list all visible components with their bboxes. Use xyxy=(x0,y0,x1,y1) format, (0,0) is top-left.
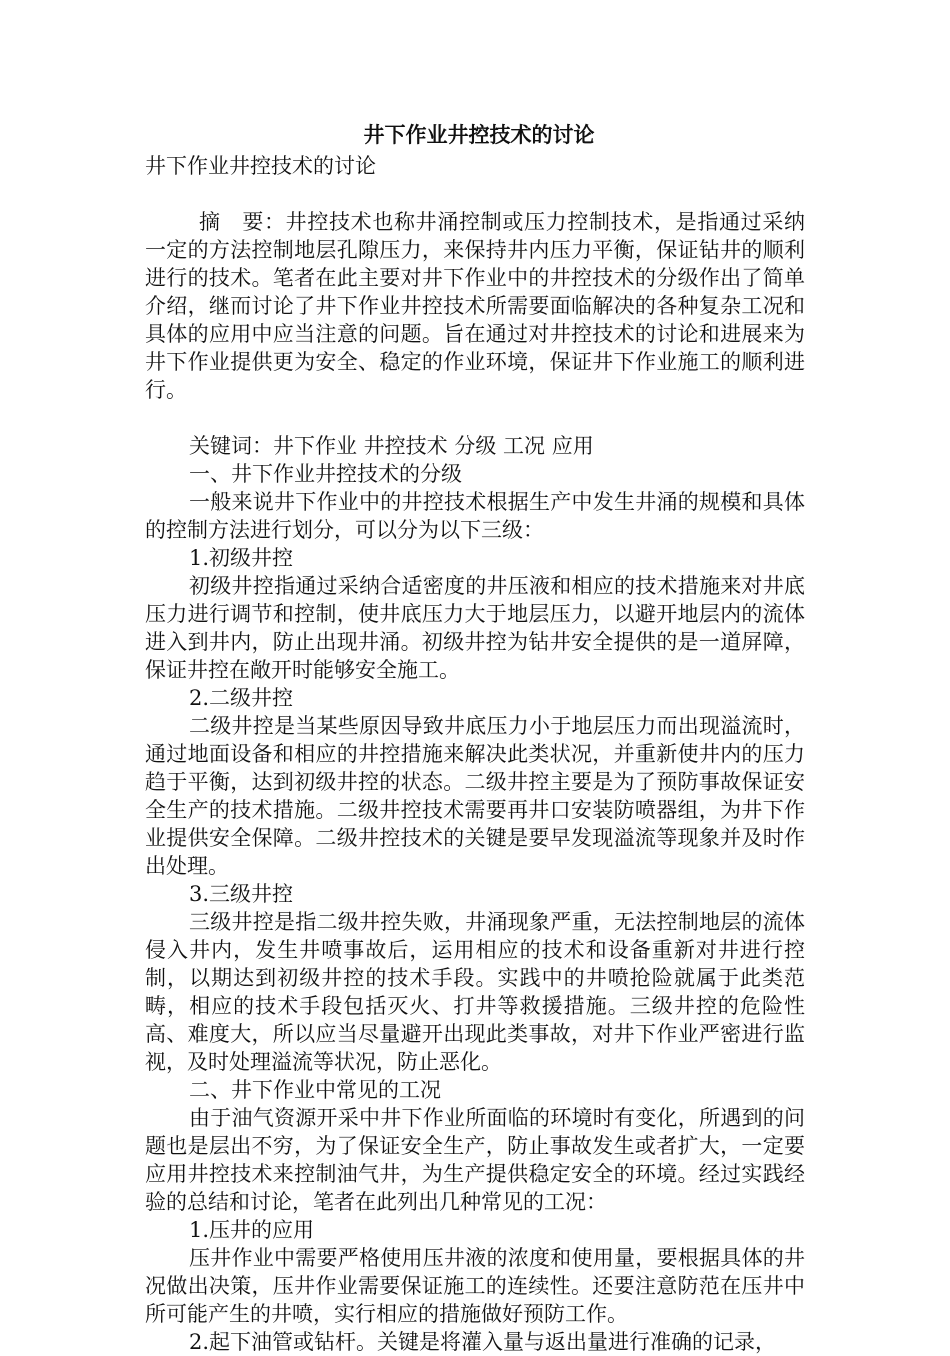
spacer xyxy=(145,404,805,432)
level-2-paragraph: 二级井控是当某些原因导致井底压力小于地层压力而出现溢流时，通过地面设备和相应的井控措施来解决此类状况，并重新使井内的压力趋于平衡，达到初级井控的状态。二级井控主要是为了预防事故保证安全生产的技术措施。二级井控技术需要再井口安装防喷器组，为井下作业提供安全保障。二级井控技术的关键是要早发现溢流等现象并及时作出处理。 xyxy=(145,714,805,878)
case-1-paragraph: 压井作业中需要严格使用压井液的浓度和使用量，要根据具体的井况做出决策，压井作业需要保证施工的连续性。还要注意防范在压井中所可能产生的井喷，实行相应的措施做好预防工作。 xyxy=(145,1246,805,1326)
section-2-heading: 二、井下作业中常见的工况 xyxy=(189,1078,441,1102)
spacer xyxy=(145,180,805,208)
level-3-paragraph: 三级井控是指二级井控失败，井涌现象严重，无法控制地层的流体侵入井内，发生井喷事故后，运用相应的技术和设备重新对井进行控制，以期达到初级井控的技术手段。实践中的井喷抢险就属于此类范畴，相应的技术手段包括灭火、打井等救援措施。三级井控的危险性高、难度大，所以应当尽量避开出现此类事故，对井下作业严密进行监视，及时处理溢流等状况，防止恶化。 xyxy=(145,910,805,1074)
section-1-intro: 一般来说井下作业中的井控技术根据生产中发生井涌的规模和具体的控制方法进行划分，可以分为以下三级： xyxy=(145,490,805,542)
document-title: 井下作业井控技术的讨论 xyxy=(363,122,595,147)
level-3-heading: 3.三级井控 xyxy=(189,882,294,906)
section-1-heading: 一、井下作业井控技术的分级 xyxy=(189,462,462,486)
case-1-heading: 1.压井的应用 xyxy=(189,1218,315,1242)
keywords-line: 关键词：井下作业 井控技术 分级 工况 应用 xyxy=(189,434,594,458)
level-1-heading: 1.初级井控 xyxy=(189,546,294,570)
document-page xyxy=(145,118,805,1356)
level-1-paragraph: 初级井控指通过采纳合适密度的井压液和相应的技术措施来对井底压力进行调节和控制，使井底压力大于地层压力，以避开地层内的流体进入到井内，防止出现井涌。初级井控为钻井安全提供的是一道屏障，保证井控在敞开时能够安全施工。 xyxy=(145,574,805,682)
section-2-intro: 由于油气资源开采中井下作业所面临的环境时有变化，所遇到的问题也是层出不穷，为了保证安全生产，防止事故发生或者扩大，一定要应用井控技术来控制油气井，为生产提供稳定安全的环境。经过实践经验的总结和讨论，笔者在此列出几种常见的工况： xyxy=(145,1106,805,1214)
document-subtitle: 井下作业井控技术的讨论 xyxy=(145,154,376,178)
abstract-paragraph: 摘 要：井控技术也称井涌控制或压力控制技术，是指通过采纳一定的方法控制地层孔隙压力，来保持井内压力平衡，保证钻井的顺利进行的技术。笔者在此主要对井下作业中的井控技术的分级作出了简单介绍，继而讨论了井下作业井控技术所需要面临解决的各种复杂工况和具体的应用中应当注意的问题。旨在通过对井控技术的讨论和进展来为井下作业提供更为安全、稳定的作业环境，保证井下作业施工的顺利进行。 xyxy=(145,210,805,402)
level-2-heading: 2.二级井控 xyxy=(189,686,294,710)
case-2-paragraph: 2.起下油管或钻杆。关键是将灌入量与返出量进行准确的记录， xyxy=(189,1330,777,1354)
